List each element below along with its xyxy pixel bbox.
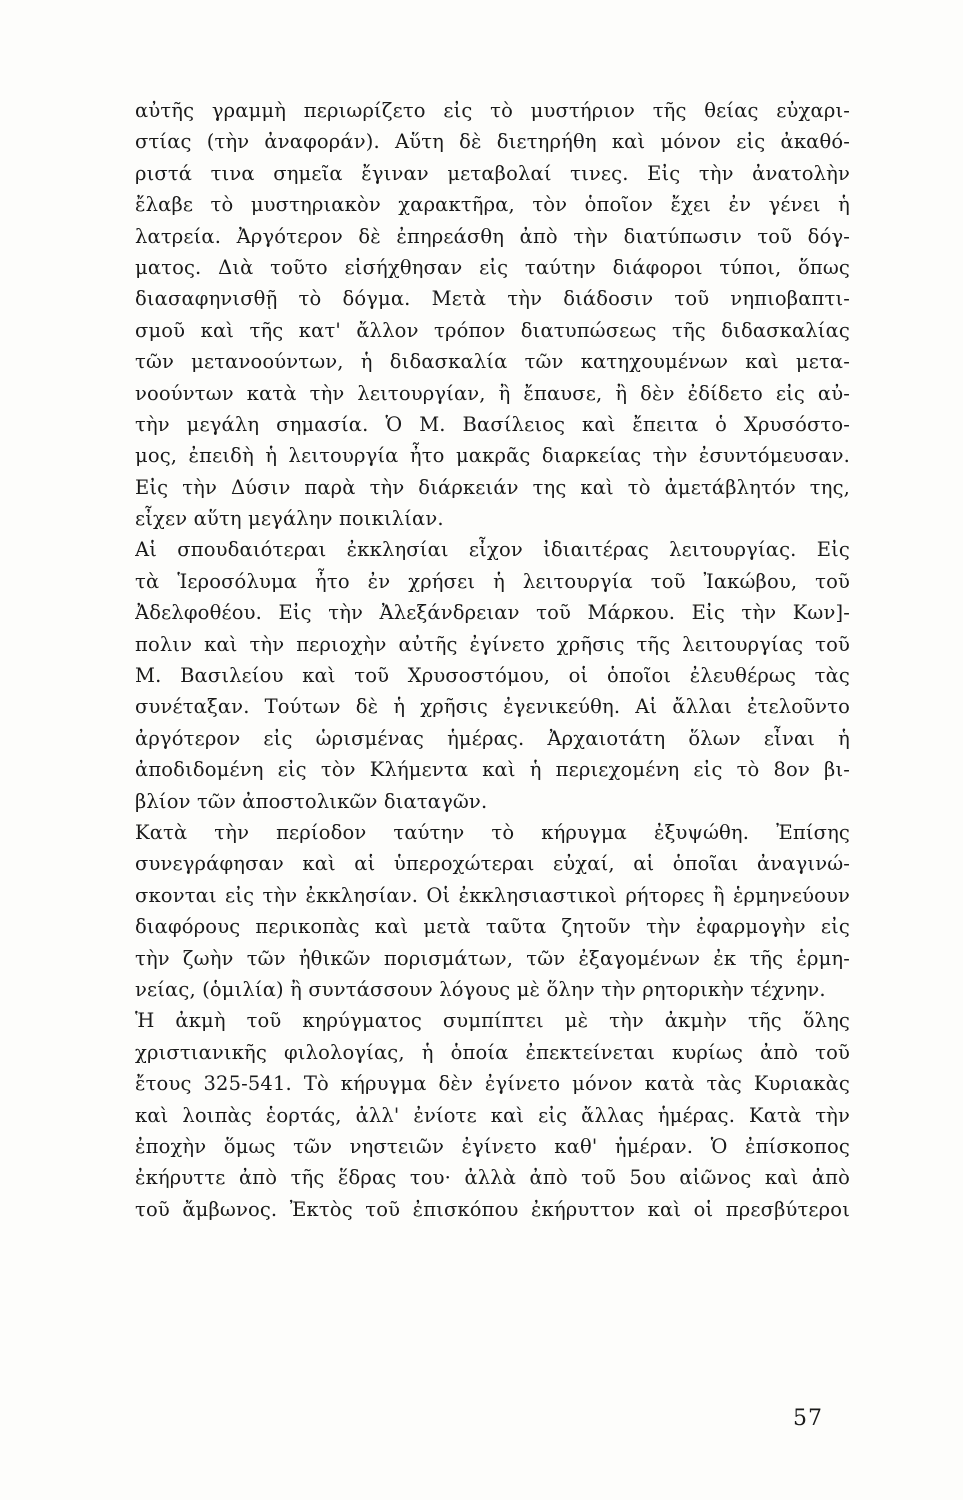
- text-line: Αἱ σπουδαιότεραι ἐκκλησίαι εἶχον ἰδιαιτέρας λειτουργίας. Εἰς: [135, 538, 850, 562]
- text-line: τῶν μετανοούντων, ἡ διδασκαλία τῶν κατηχουμένων καὶ μετα-: [135, 350, 850, 374]
- text-line: διασαφηνισθῇ τὸ δόγμα. Μετὰ τὴν διάδοσιν τοῦ νηπιοβαπτι-: [135, 287, 850, 311]
- text-line: νείας, (ὁμιλία) ἢ συντάσσουν λόγους μὲ ὅλην τὴν ρητορικὴν τέχνην.: [135, 977, 826, 1001]
- text-line: εἶχεν αὕτη μεγάλην ποικιλίαν.: [135, 507, 444, 531]
- text-line: ριστά τινα σημεῖα ἔγιναν μεταβολαί τινες. Εἰς τὴν ἀνατολὴν: [135, 161, 850, 185]
- text-line: σκονται εἰς τὴν ἐκκλησίαν. Οἱ ἐκκλησιαστικοὶ ρήτορες ἢ ἑρμηνεύουν: [135, 883, 850, 907]
- text-line: τὴν ζωὴν τῶν ἠθικῶν πορισμάτων, τῶν ἐξαγομένων ἐκ τῆς ἑρμη-: [135, 946, 850, 970]
- text-line: ἐποχὴν ὅμως τῶν νηστειῶν ἐγίνετο καθ' ἡμέραν. Ὁ ἐπίσκοπος: [135, 1134, 850, 1158]
- text-line: Εἰς τὴν Δύσιν παρὰ τὴν διάρκειάν της καὶ τὸ ἀμετάβλητόν της,: [135, 475, 850, 499]
- text-line: καὶ λοιπὰς ἑορτάς, ἀλλ' ἐνίοτε καὶ εἰς ἄλλας ἡμέρας. Κατὰ τὴν: [135, 1103, 850, 1127]
- text-line: λατρεία. Ἀργότερον δὲ ἐπηρεάσθη ἀπὸ τὴν διατύπωσιν τοῦ δόγ-: [135, 224, 850, 248]
- text-line: ματος. Διὰ τοῦτο εἰσήχθησαν εἰς ταύτην διάφοροι τύποι, ὅπως: [135, 255, 850, 279]
- text-line: στίας (τὴν ἀναφοράν). Αὕτη δὲ διετηρήθη καὶ μόνον εἰς ἀκαθό-: [135, 130, 850, 154]
- text-line: Ἀδελφοθέου. Εἰς τὴν Ἀλεξάνδρειαν τοῦ Μάρκου. Εἰς τὴν Κων]-: [135, 601, 850, 625]
- text-line: ἐκήρυττε ἀπὸ τῆς ἕδρας του· ἀλλὰ ἀπὸ τοῦ 5ου αἰῶνος καὶ ἀπὸ: [135, 1166, 850, 1190]
- text-line: συνέταξαν. Τούτων δὲ ἡ χρῆσις ἐγενικεύθη. Αἱ ἄλλαι ἐτελοῦντο: [135, 695, 850, 719]
- text-line: διαφόρους περικοπὰς καὶ μετὰ ταῦτα ζητοῦν τὴν ἐφαρμογὴν εἰς: [135, 915, 850, 939]
- text-line: συνεγράφησαν καὶ αἱ ὑπεροχώτεραι εὐχαί, αἱ ὁποῖαι ἀναγινώ-: [135, 852, 850, 876]
- text-line: τὴν μεγάλη σημασία. Ὁ Μ. Βασίλειος καὶ ἔπειτα ὁ Χρυσόστο-: [135, 412, 850, 436]
- text-line: Ἡ ἀκμὴ τοῦ κηρύγματος συμπίπτει μὲ τὴν ἀκμὴν τῆς ὅλης: [135, 1009, 850, 1033]
- text-line: Κατὰ τὴν περίοδον ταύτην τὸ κήρυγμα ἐξυψώθη. Ἐπίσης: [135, 820, 850, 844]
- text-line: ἔλαβε τὸ μυστηριακὸν χαρακτῆρα, τὸν ὁποῖον ἔχει ἐν γένει ἡ: [135, 193, 850, 217]
- text-line: ἀργότερον εἰς ὡρισμένας ἡμέρας. Ἀρχαιοτάτη ὅλων εἶναι ἡ: [135, 726, 850, 750]
- text-line: ἔτους 325-541. Τὸ κήρυγμα δὲν ἐγίνετο μόνον κατὰ τὰς Κυριακὰς: [135, 1072, 850, 1096]
- text-line: μος, ἐπειδὴ ἡ λειτουργία ἦτο μακρᾶς διαρκείας τὴν ἐσυντόμευσαν.: [135, 444, 850, 468]
- text-line: σμοῦ καὶ τῆς κατ' ἄλλον τρόπον διατυπώσεως τῆς διδασκαλίας: [135, 318, 850, 342]
- text-line: βλίον τῶν ἀποστολικῶν διαταγῶν.: [135, 789, 488, 813]
- text-line: ἀποδιδομένη εἰς τὸν Κλήμεντα καὶ ἡ περιεχομένη εἰς τὸ 8ον βι-: [135, 758, 850, 782]
- text-line: Μ. Βασιλείου καὶ τοῦ Χρυσοστόμου, οἱ ὁποῖοι ἐλευθέρως τὰς: [135, 664, 850, 688]
- text-line: αὐτῆς γραμμὴ περιωρίζετο εἰς τὸ μυστήριον τῆς θείας εὐχαρι-: [135, 99, 850, 122]
- page-number: 57: [793, 1406, 823, 1431]
- text-line: τοῦ ἄμβωνος. Ἐκτὸς τοῦ ἐπισκόπου ἐκήρυττον καὶ οἱ πρεσβύτεροι: [135, 1197, 850, 1221]
- body-text: [135, 95, 850, 1225]
- text-line: πολιν καὶ τὴν περιοχὴν αὐτῆς ἐγίνετο χρῆσις τῆς λειτουργίας τοῦ: [135, 632, 850, 656]
- text-line: τὰ Ἱεροσόλυμα ἦτο ἐν χρήσει ἡ λειτουργία τοῦ Ἰακώβου, τοῦ: [135, 569, 850, 593]
- text-line: χριστιανικῆς φιλολογίας, ἡ ὁποία ἐπεκτείνεται κυρίως ἀπὸ τοῦ: [135, 1040, 850, 1064]
- text-line: νοούντων κατὰ τὴν λειτουργίαν, ἢ ἔπαυσε, ἢ δὲν ἐδίδετο εἰς αὐ-: [135, 381, 850, 405]
